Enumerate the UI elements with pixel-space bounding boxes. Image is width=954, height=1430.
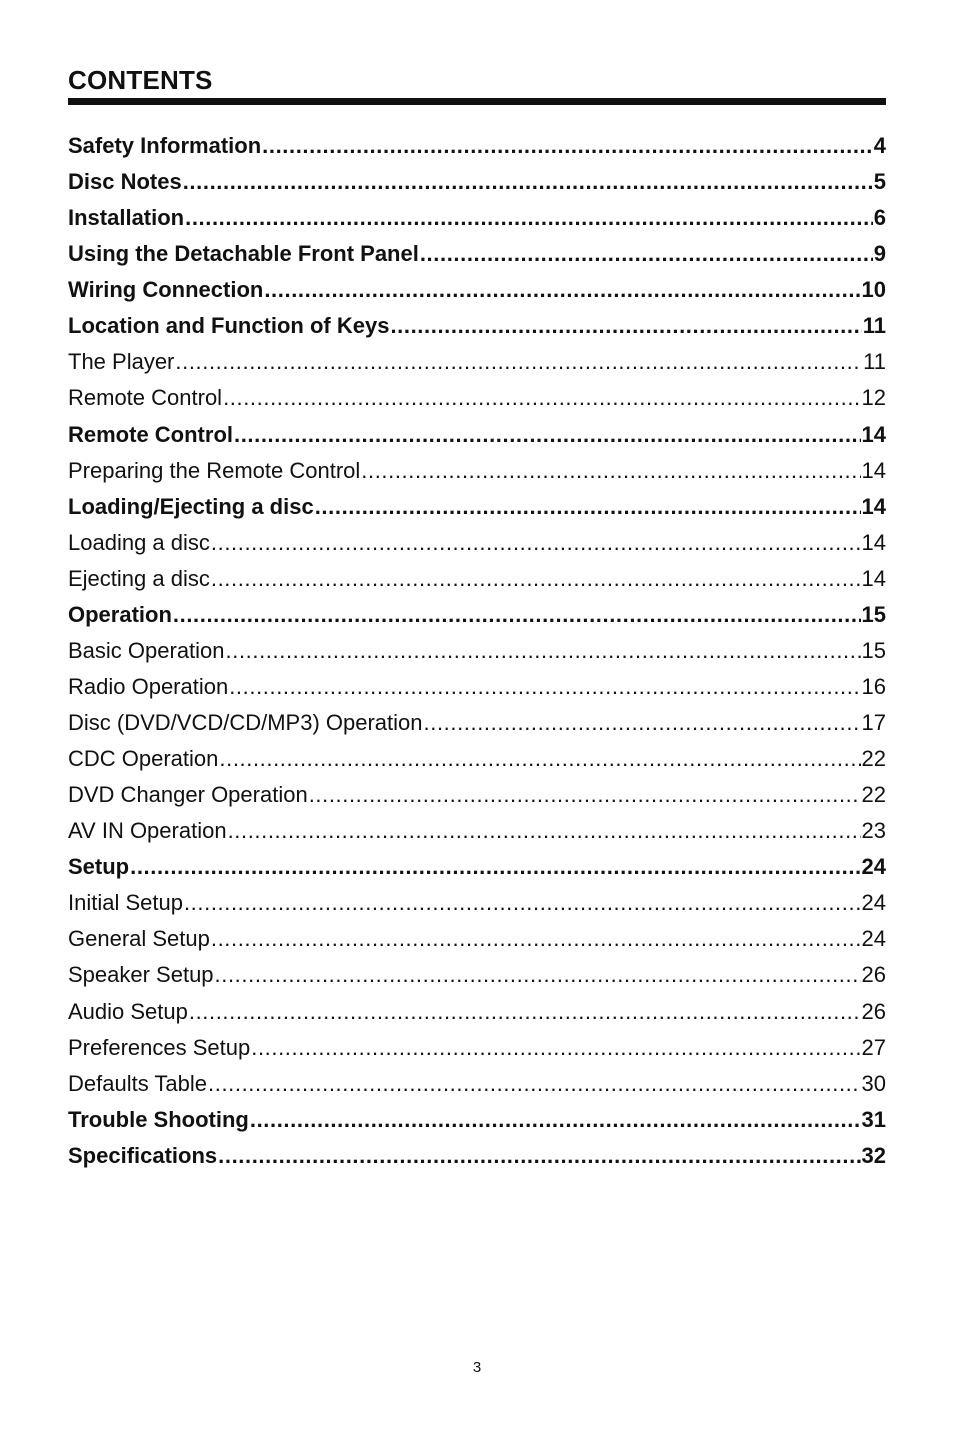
toc-entry[interactable]: [68, 453, 886, 489]
toc-entry-page: 14: [861, 493, 886, 519]
toc-entry[interactable]: [68, 669, 886, 705]
toc-entry-page: 22: [861, 746, 886, 772]
toc-entry-page: 11: [863, 349, 886, 375]
toc-dot-leader: [208, 1066, 861, 1102]
toc-entry[interactable]: [68, 777, 886, 813]
toc-entry-page: 4: [873, 133, 886, 158]
toc-dot-leader: [215, 957, 861, 993]
toc-entry-label: Setup: [68, 854, 130, 880]
toc-dot-leader: [184, 885, 861, 921]
toc-entry-label: Disc (DVD/VCD/CD/MP3) Operation: [68, 710, 423, 735]
toc-dot-leader: [424, 705, 861, 741]
toc-entry-page: 15: [861, 637, 886, 663]
toc-dot-leader: [250, 1102, 861, 1138]
toc-entry[interactable]: [68, 994, 886, 1030]
toc-dot-leader: [185, 200, 873, 236]
toc-entry-label: AV IN Operation: [68, 818, 227, 844]
toc-entry[interactable]: [68, 417, 886, 453]
toc-entry-label: Wiring Connection: [68, 277, 264, 303]
toc-dot-leader: [211, 525, 861, 561]
toc-dot-leader: [228, 813, 861, 849]
toc-entry[interactable]: [68, 849, 886, 885]
toc-entry[interactable]: [68, 1066, 886, 1102]
toc-entry-page: 22: [861, 782, 886, 808]
toc-dot-leader: [211, 921, 861, 957]
toc-entry[interactable]: [68, 705, 886, 741]
toc-dot-leader: [130, 849, 860, 885]
toc-entry-page: 10: [861, 277, 886, 303]
toc-dot-leader: [219, 741, 860, 777]
toc-entry-page: 32: [861, 1142, 886, 1168]
toc-entry-label: Ejecting a disc: [68, 565, 210, 591]
toc-entry-label: Operation: [68, 601, 172, 627]
toc-entry-page: 15: [861, 601, 886, 627]
toc-entry-page: 17: [861, 710, 886, 735]
toc-entry-label: Trouble Shooting: [68, 1106, 249, 1132]
toc-entry[interactable]: [68, 128, 886, 164]
toc-entry-page: 27: [861, 1034, 886, 1060]
toc-entry-label: Loading/Ejecting a disc: [68, 493, 314, 519]
table-of-contents: [68, 128, 886, 1174]
toc-entry-page: 14: [861, 529, 886, 555]
toc-entry-page: 30: [861, 1070, 886, 1096]
toc-entry-label: The Player: [68, 349, 175, 375]
toc-dot-leader: [173, 597, 861, 633]
toc-entry[interactable]: [68, 344, 886, 380]
toc-entry-label: Defaults Table: [68, 1070, 208, 1096]
toc-entry-label: Specifications: [68, 1142, 218, 1168]
toc-entry-page: 23: [861, 818, 886, 844]
page-title: CONTENTS: [68, 65, 213, 95]
title-divider: [68, 98, 886, 105]
toc-entry-page: 14: [861, 565, 886, 591]
toc-dot-leader: [315, 489, 861, 525]
toc-entry-label: Initial Setup: [68, 890, 183, 916]
toc-entry[interactable]: [68, 1102, 886, 1138]
toc-entry[interactable]: [68, 921, 886, 957]
toc-dot-leader: [211, 561, 861, 597]
toc-entry-label: Remote Control: [68, 385, 223, 411]
toc-dot-leader: [175, 344, 862, 380]
toc-entry-label: DVD Changer Operation: [68, 782, 308, 808]
toc-entry-label: Location and Function of Keys: [68, 313, 390, 339]
toc-dot-leader: [361, 453, 860, 489]
toc-entry-page: 16: [861, 673, 886, 699]
toc-entry-label: Basic Operation: [68, 637, 225, 663]
toc-dot-leader: [226, 633, 861, 669]
toc-entry[interactable]: [68, 957, 886, 993]
toc-entry[interactable]: [68, 308, 886, 344]
toc-entry-page: 26: [861, 962, 886, 988]
toc-dot-leader: [390, 308, 861, 344]
toc-entry-page: 24: [861, 926, 886, 952]
toc-entry[interactable]: [68, 1030, 886, 1066]
toc-dot-leader: [234, 417, 861, 453]
toc-dot-leader: [251, 1030, 860, 1066]
toc-entry-page: 14: [861, 421, 886, 447]
toc-entry-label: Loading a disc: [68, 529, 210, 555]
toc-dot-leader: [309, 777, 861, 813]
toc-entry-page: 12: [861, 385, 886, 411]
toc-entry-label: Preparing the Remote Control: [68, 457, 361, 483]
toc-entry-label: Preferences Setup: [68, 1034, 251, 1060]
toc-entry-page: 6: [873, 205, 886, 231]
toc-entry[interactable]: [68, 597, 886, 633]
toc-entry[interactable]: [68, 1138, 886, 1174]
toc-entry[interactable]: [68, 380, 886, 416]
toc-entry-label: Remote Control: [68, 421, 233, 447]
toc-entry[interactable]: [68, 525, 886, 561]
toc-entry-page: 31: [861, 1106, 886, 1132]
toc-entry-label: Radio Operation: [68, 673, 229, 699]
toc-entry-label: Using the Detachable Front Panel: [68, 241, 419, 267]
toc-entry-page: 24: [861, 854, 886, 880]
toc-dot-leader: [223, 380, 860, 416]
toc-entry[interactable]: [68, 200, 886, 236]
toc-entry-page: 26: [861, 998, 886, 1024]
toc-entry-page: 9: [873, 241, 886, 267]
toc-dot-leader: [183, 164, 873, 200]
toc-dot-leader: [218, 1138, 860, 1174]
toc-entry-label: Safety Information: [68, 133, 262, 158]
toc-entry[interactable]: [68, 164, 886, 200]
toc-entry-label: Disc Notes: [68, 169, 182, 195]
toc-entry[interactable]: [68, 489, 886, 525]
toc-entry[interactable]: [68, 741, 886, 777]
toc-entry-label: Audio Setup: [68, 998, 188, 1024]
toc-entry-page: 24: [861, 890, 886, 916]
toc-dot-leader: [420, 236, 873, 272]
toc-entry[interactable]: [68, 813, 886, 849]
toc-entry-page: 14: [861, 457, 886, 483]
toc-dot-leader: [262, 128, 873, 164]
toc-entry-label: Speaker Setup: [68, 962, 214, 988]
toc-entry-page: 5: [873, 169, 886, 195]
toc-entry[interactable]: [68, 236, 886, 272]
toc-entry[interactable]: [68, 272, 886, 308]
toc-entry-label: General Setup: [68, 926, 210, 952]
toc-entry[interactable]: [68, 633, 886, 669]
toc-entry-page: 11: [862, 313, 886, 339]
toc-entry[interactable]: [68, 885, 886, 921]
toc-dot-leader: [229, 669, 860, 705]
toc-dot-leader: [264, 272, 860, 308]
toc-dot-leader: [189, 994, 861, 1030]
toc-entry[interactable]: [68, 561, 886, 597]
toc-entry-label: Installation: [68, 205, 185, 231]
page-number: 3: [472, 1359, 482, 1376]
toc-entry-label: CDC Operation: [68, 746, 219, 772]
